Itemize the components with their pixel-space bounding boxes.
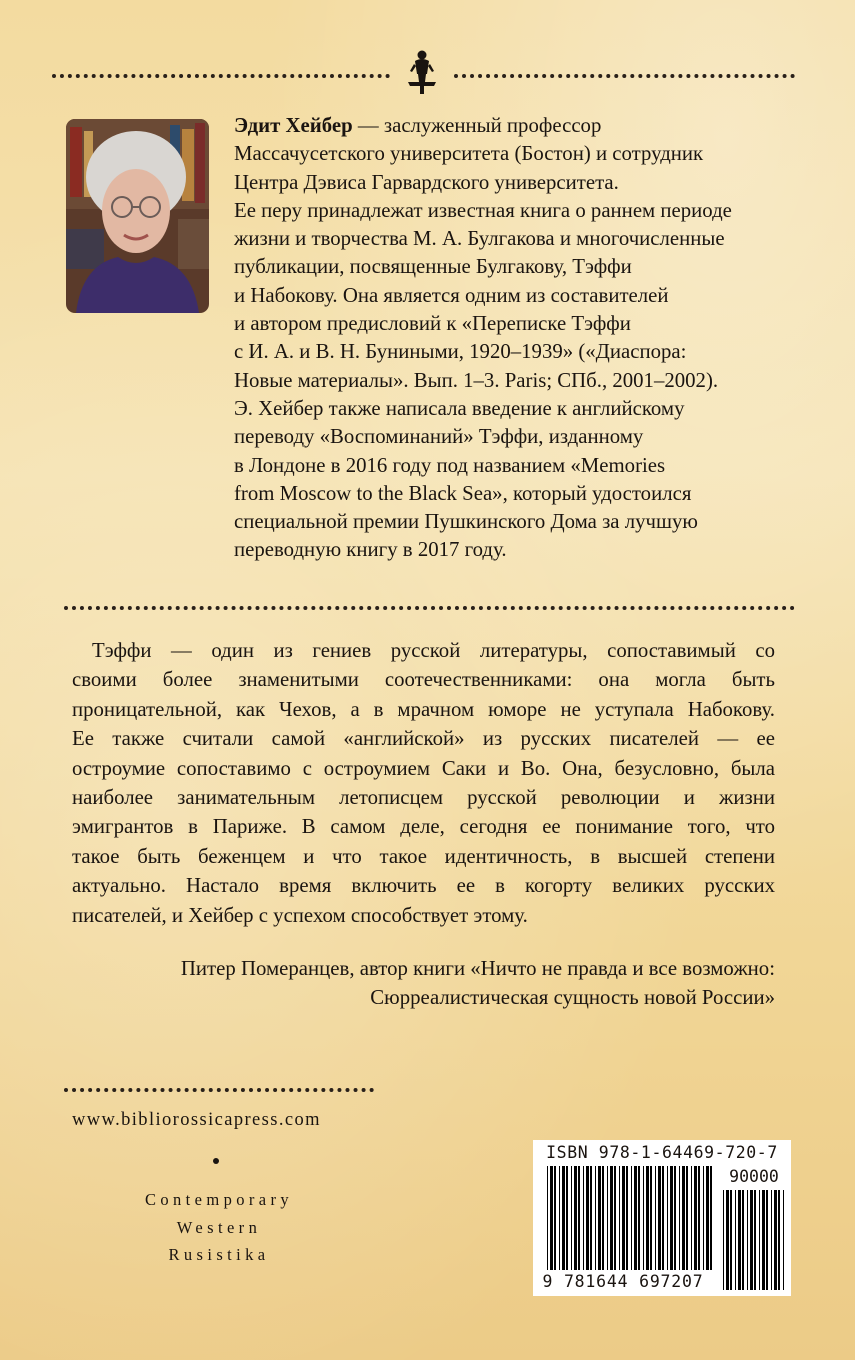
series-line: Contemporary — [144, 1190, 294, 1209]
barcode-bar — [646, 1166, 649, 1270]
ean-digits: 9 781644 697207 — [542, 1272, 704, 1291]
review-quote — [72, 636, 775, 930]
bio-line: с И. А. и В. Н. Буниными, 1920–1939» («Диаспора: — [234, 340, 687, 364]
barcode-bar — [674, 1166, 676, 1270]
barcode-bar — [778, 1190, 780, 1290]
review-line: актуально. Настало время включить ее в когорту великих русских — [72, 874, 775, 898]
bio-line: переводную книгу в 2017 году. — [234, 538, 507, 562]
barcode-bar — [759, 1190, 760, 1290]
barcode-bar — [610, 1166, 613, 1270]
barcode-bar — [583, 1166, 584, 1270]
barcode-bar — [686, 1166, 688, 1270]
barcode-bar — [730, 1190, 732, 1290]
barcode-bar — [742, 1190, 744, 1290]
review-line: эмигрантов в Париже. В самом деле, сегодня ее понимание того, что — [72, 815, 775, 839]
barcode-bar — [762, 1190, 765, 1290]
isbn-barcode — [533, 1140, 791, 1296]
barcode-bar — [667, 1166, 668, 1270]
series-line: Western — [176, 1217, 262, 1237]
barcode-bar — [738, 1190, 741, 1290]
barcode-bar — [631, 1166, 632, 1270]
barcode-bar — [703, 1166, 704, 1270]
series-name — [119, 1186, 319, 1269]
review-line: Ее также считали самой «английской» из русских писателей — ее — [72, 727, 775, 751]
publisher-website: www.bibliorossicapress.com — [72, 1110, 321, 1130]
barcode-bar — [598, 1166, 601, 1270]
barcode-bar — [574, 1166, 577, 1270]
barcode-bar — [747, 1190, 748, 1290]
bio-line: Э. Хейбер также написала введение к английскому — [234, 396, 685, 420]
barcode-bar — [783, 1190, 784, 1290]
price-addon-digits: 90000 — [729, 1167, 779, 1186]
barcode-bar — [658, 1166, 661, 1270]
bio-line: Новые материалы». Вып. 1–3. Paris; СПб., 2001–2002). — [234, 368, 719, 392]
barcode-bar — [607, 1166, 608, 1270]
barcode-bar — [655, 1166, 656, 1270]
barcode-bar — [614, 1166, 616, 1270]
middle-divider — [64, 606, 795, 610]
barcode-bar — [662, 1166, 664, 1270]
bio-line: и автором предисловий к «Переписке Тэффи — [234, 312, 631, 336]
barcode-bar — [550, 1166, 553, 1270]
barcode-bar — [622, 1166, 625, 1270]
bio-line: и Набокову. Она является одним из составителей — [234, 283, 669, 307]
bio-line: from Moscow to the Black Sea», который удостоился — [234, 481, 692, 505]
barcode-bar — [634, 1166, 637, 1270]
barcode-bar — [774, 1190, 777, 1290]
review-line: такое быть беженцем и что такое идентичность, в высшей степени — [72, 844, 775, 868]
barcode-bar — [566, 1166, 568, 1270]
barcode-bar — [679, 1166, 680, 1270]
bio-line: в Лондоне в 2016 году под названием «Memories — [234, 453, 666, 477]
barcode-bar — [698, 1166, 700, 1270]
barcode-bar — [554, 1166, 556, 1270]
barcode-bar — [643, 1166, 644, 1270]
bio-line: переводу «Воспоминаний» Тэффи, изданному — [234, 425, 644, 449]
barcode-bar — [578, 1166, 580, 1270]
barcode-bar — [750, 1190, 753, 1290]
bio-line: публикации, посвященные Булгакову, Тэффи — [234, 255, 632, 279]
bio-line: Центра Дэвиса Гарвардского университета. — [234, 170, 619, 194]
barcode-bar — [586, 1166, 589, 1270]
barcode-bar — [571, 1166, 572, 1270]
review-line: писателей, и Хейбер с успехом способствует этому. — [72, 903, 528, 927]
attribution-line: Сюрреалистическая сущность новой России» — [370, 986, 775, 1010]
attribution-line: Питер Померанцев, автор книги «Ничто не правда и все возможно: — [180, 957, 775, 980]
review-attribution — [181, 954, 775, 1013]
bio-line: Ее перу принадлежат известная книга о раннем периоде — [234, 198, 732, 222]
review-line: Тэффи — один из гениев русской литературы, сопоставимый со — [92, 639, 775, 662]
isbn-number: ISBN 978-1-64469-720-7 — [546, 1143, 778, 1162]
barcode-bar — [595, 1166, 596, 1270]
barcode-bar — [735, 1190, 736, 1290]
bio-line: специальной премии Пушкинского Дома за лучшую — [234, 510, 698, 534]
barcode-bar — [602, 1166, 604, 1270]
barcode-bar — [547, 1166, 548, 1270]
review-line: своими более знаменитыми соотечественниками: она могла быть — [72, 668, 775, 692]
barcode-bar — [726, 1190, 729, 1290]
barcode-bar — [682, 1166, 685, 1270]
barcode-bar — [691, 1166, 692, 1270]
barcode-bar — [562, 1166, 565, 1270]
barcode-bar — [590, 1166, 592, 1270]
figure-on-pedestal-icon — [398, 44, 446, 96]
barcode-bar — [723, 1190, 724, 1290]
barcode-bar — [559, 1166, 560, 1270]
review-line: остроумие сопоставимо с остроумием Саки и Во. Она, безусловно, была — [72, 756, 775, 780]
series-line: Rusistika — [168, 1245, 270, 1264]
barcode-bar — [766, 1190, 768, 1290]
bullet-dot — [213, 1158, 219, 1164]
barcode-bar — [619, 1166, 620, 1270]
top-divider-left — [52, 74, 390, 78]
barcode-bar — [706, 1166, 709, 1270]
bottom-divider — [64, 1088, 374, 1092]
top-divider-right — [454, 74, 795, 78]
barcode-bar — [754, 1190, 756, 1290]
barcode-bar — [670, 1166, 673, 1270]
review-line: наиболее занимательным летописцем русской революции и жизни — [72, 786, 775, 810]
bio-line: Эдит Хейбер — заслуженный профессор — [234, 114, 602, 137]
barcode-bar — [771, 1190, 772, 1290]
bio-line: Массачусетского университета (Бостон) и сотрудник — [234, 142, 704, 166]
barcode-bar — [638, 1166, 640, 1270]
author-portrait-icon — [66, 119, 209, 313]
author-name: Эдит Хейбер — [234, 114, 353, 137]
barcode-bar — [694, 1166, 697, 1270]
bio-line: жизни и творчества М. А. Булгакова и многочисленные — [234, 227, 725, 251]
barcode-bar — [650, 1166, 652, 1270]
author-bio — [234, 112, 834, 565]
review-line: проницательной, как Чехов, а в мрачном юморе не уступала Набокову. — [72, 697, 775, 721]
barcode-bar — [626, 1166, 628, 1270]
barcode-bar — [710, 1166, 712, 1270]
